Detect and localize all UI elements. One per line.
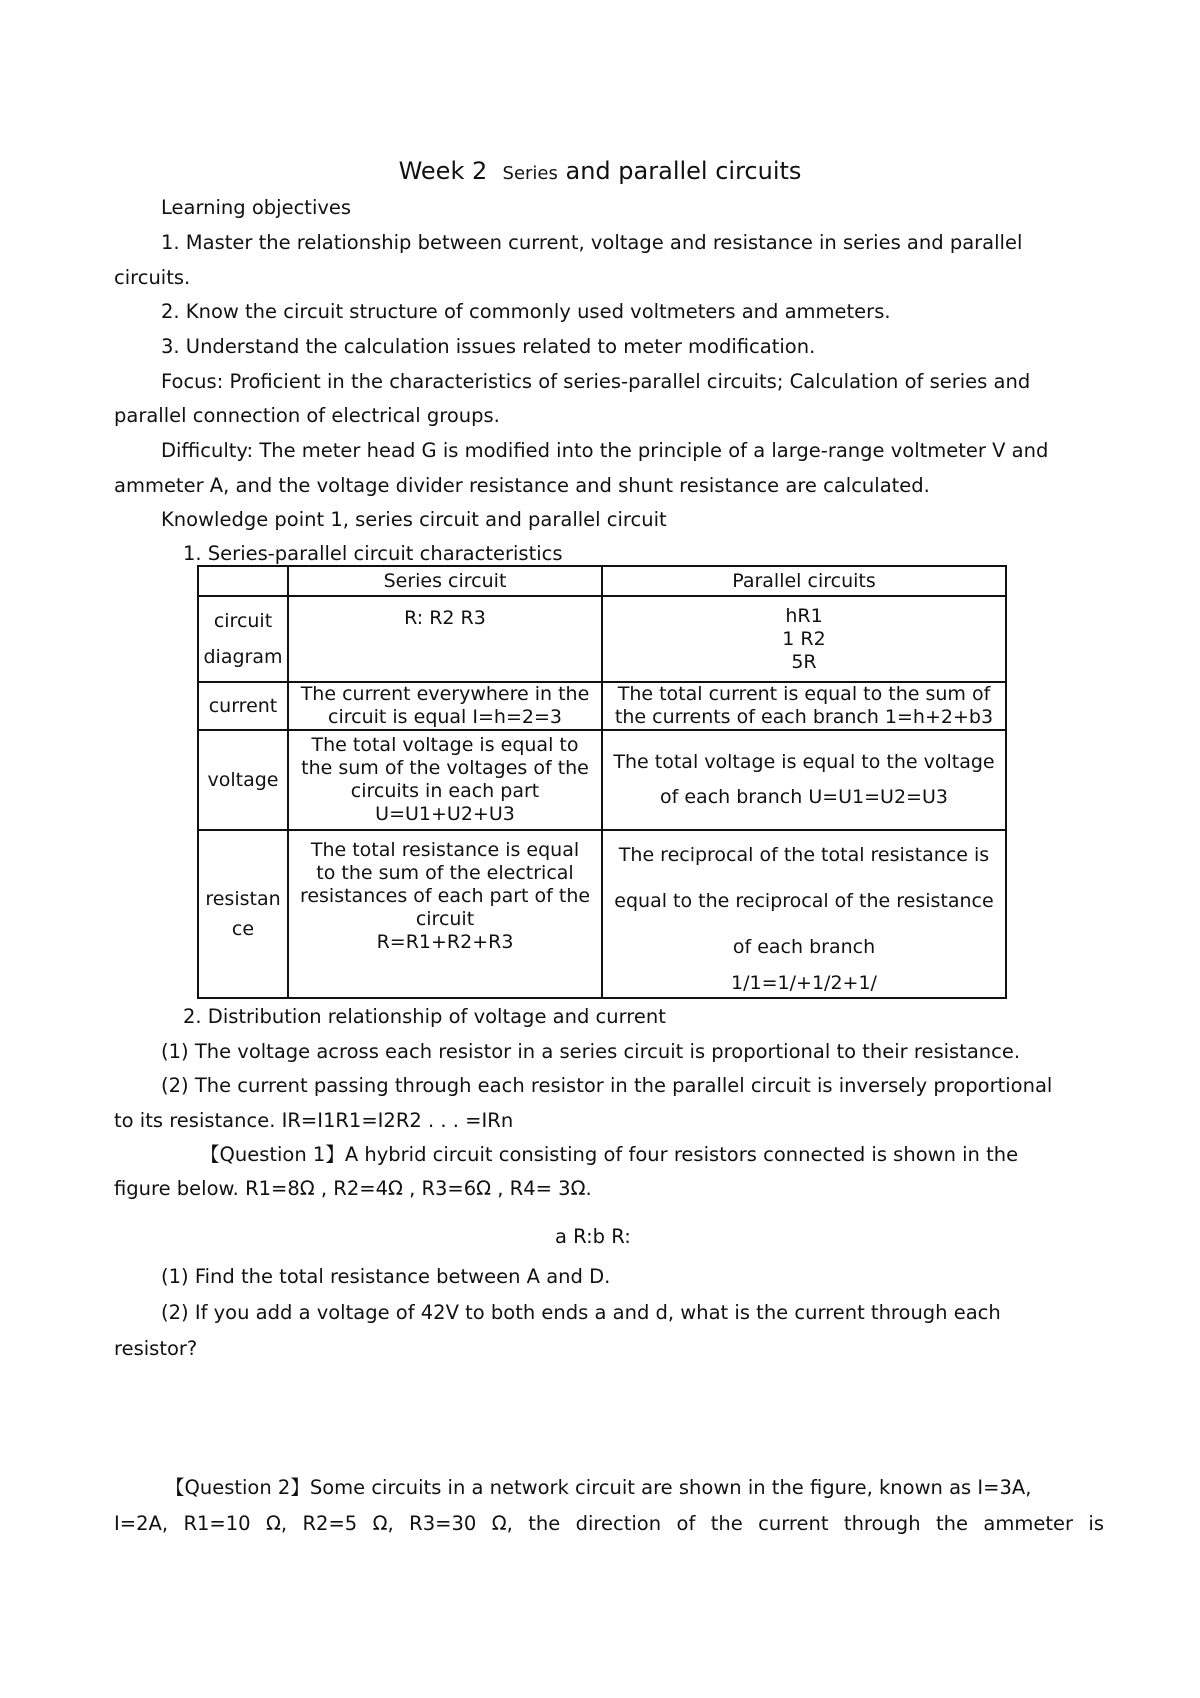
section-2-heading: 2. Distribution relationship of voltage and current: [183, 1005, 666, 1028]
resistance-series-e: R=R1+R2+R3: [376, 931, 514, 953]
resistance-parallel-c: of each branch: [732, 936, 876, 958]
section-2-item-2-line-b: to its resistance. IR=I1R1=I2R2 . . . =IRn: [114, 1109, 514, 1132]
objective-1-line-b: circuits.: [114, 266, 191, 289]
resistance-parallel-a: The reciprocal of the total resistance is: [618, 844, 990, 866]
parallel-diagram-a: hR1: [785, 604, 823, 627]
objectives-heading: Learning objectives: [161, 196, 352, 219]
table-header-series: Series circuit: [288, 566, 602, 596]
resistance-series-b: to the sum of the electrical: [316, 862, 574, 884]
table-header-parallel: Parallel circuits: [602, 566, 1006, 596]
diagram-label-b: diagram: [203, 646, 283, 668]
objective-1-line-a: 1. Master the relationship between current, voltage and resistance in series and parallel: [161, 231, 1023, 254]
question-1-line-b: figure below. R1=8Ω , R2=4Ω , R3=6Ω , R4= 3Ω.: [114, 1177, 592, 1200]
title-week: Week 2: [398, 157, 488, 185]
voltage-series-b: the sum of the voltages of the: [301, 757, 589, 779]
voltage-parallel-a: The total voltage is equal to the voltage: [613, 751, 995, 773]
question-2-line-a: 【Question 2】Some circuits in a network circuit are shown in the figure, known as I=3A,: [165, 1476, 1032, 1499]
question-1-line-a: 【Question 1】A hybrid circuit consisting of four resistors connected is shown in the: [200, 1143, 1019, 1166]
resistance-series-d: circuit: [415, 908, 475, 930]
focus-line-a: Focus: Proficient in the characteristics of series-parallel circuits; Calculation of series and: [161, 370, 1031, 393]
section-2-item-1: (1) The voltage across each resistor in a series circuit is proportional to their resistance.: [161, 1040, 1021, 1063]
resistance-label-a: resistan: [205, 888, 281, 910]
parallel-diagram-c: 5R: [791, 650, 817, 673]
resistance-series-a: The total resistance is equal: [310, 839, 580, 861]
table-row-current: [198, 682, 1006, 730]
diagram-label: [198, 596, 288, 682]
voltage-series: [288, 730, 602, 830]
table-row-voltage: [198, 730, 1006, 830]
current-parallel-a: The total current is equal to the sum of: [617, 683, 991, 705]
current-series-a: The current everywhere in the: [300, 683, 590, 705]
section-2-item-2-line-a: (2) The current passing through each resistor in the parallel circuit is inversely proportional: [161, 1074, 1053, 1097]
resistance-series-c: resistances of each part of the: [299, 885, 591, 907]
table-row-diagram: [198, 596, 1006, 682]
question-1-part-2-line-b: resistor?: [114, 1337, 198, 1360]
difficulty-line-a: Difficulty: The meter head G is modified into the principle of a large-range voltmeter V and: [161, 439, 1049, 462]
section-1-heading: 1. Series-parallel circuit characteristics: [183, 542, 563, 565]
table-header-empty: [198, 566, 288, 596]
question-2-line-b: I=2A, R1=10 Ω, R2=5 Ω, R3=30 Ω, the direction of the current through the ammeter is: [114, 1512, 1104, 1535]
current-parallel: [602, 682, 1006, 730]
question-1-figure: a R:b R:: [555, 1225, 631, 1248]
resistance-series: [288, 830, 602, 998]
resistance-label-b: ce: [231, 918, 255, 940]
current-label: current: [198, 682, 288, 730]
voltage-series-a: The total voltage is equal to: [311, 734, 579, 756]
diagram-label-a: circuit: [213, 610, 273, 632]
table-header-row: [198, 566, 1006, 596]
parallel-diagram-b: 1 R2: [782, 627, 826, 650]
resistance-label: [198, 830, 288, 998]
current-series: [288, 682, 602, 730]
difficulty-line-b: ammeter A, and the voltage divider resistance and shunt resistance are calculated.: [114, 474, 930, 497]
voltage-parallel-b: of each branch U=U1=U2=U3: [660, 786, 948, 808]
resistance-parallel-b: equal to the reciprocal of the resistance: [614, 890, 994, 912]
title-series-word: Series: [502, 163, 558, 184]
voltage-series-c: circuits in each part: [350, 780, 540, 802]
current-series-b: circuit is equal I=h=2=3: [328, 706, 562, 728]
question-1-part-2-line-a: (2) If you add a voltage of 42V to both ends a and d, what is the current through each: [161, 1301, 1001, 1324]
objective-2: 2. Know the circuit structure of commonly used voltmeters and ammeters.: [161, 300, 891, 323]
series-parallel-table: [197, 565, 1007, 999]
resistance-parallel-d: 1/1=1/+1/2+1/: [731, 972, 877, 994]
current-parallel-b: the currents of each branch 1=h+2+b3: [614, 706, 994, 728]
resistance-parallel: [602, 830, 1006, 998]
focus-line-b: parallel connection of electrical groups.: [114, 404, 500, 427]
objective-3: 3. Understand the calculation issues related to meter modification.: [161, 335, 816, 358]
voltage-series-d: U=U1+U2+U3: [375, 803, 515, 825]
question-1-part-1: (1) Find the total resistance between A and D.: [161, 1265, 611, 1288]
series-diagram: R: R2 R3: [288, 596, 602, 682]
voltage-parallel: [602, 730, 1006, 830]
table-row-resistance: [198, 830, 1006, 998]
page-title: [0, 156, 1200, 189]
voltage-label: voltage: [198, 730, 288, 830]
title-rest: and parallel circuits: [565, 157, 802, 185]
knowledge-point: Knowledge point 1, series circuit and parallel circuit: [161, 508, 667, 531]
parallel-diagram: [602, 596, 1006, 682]
